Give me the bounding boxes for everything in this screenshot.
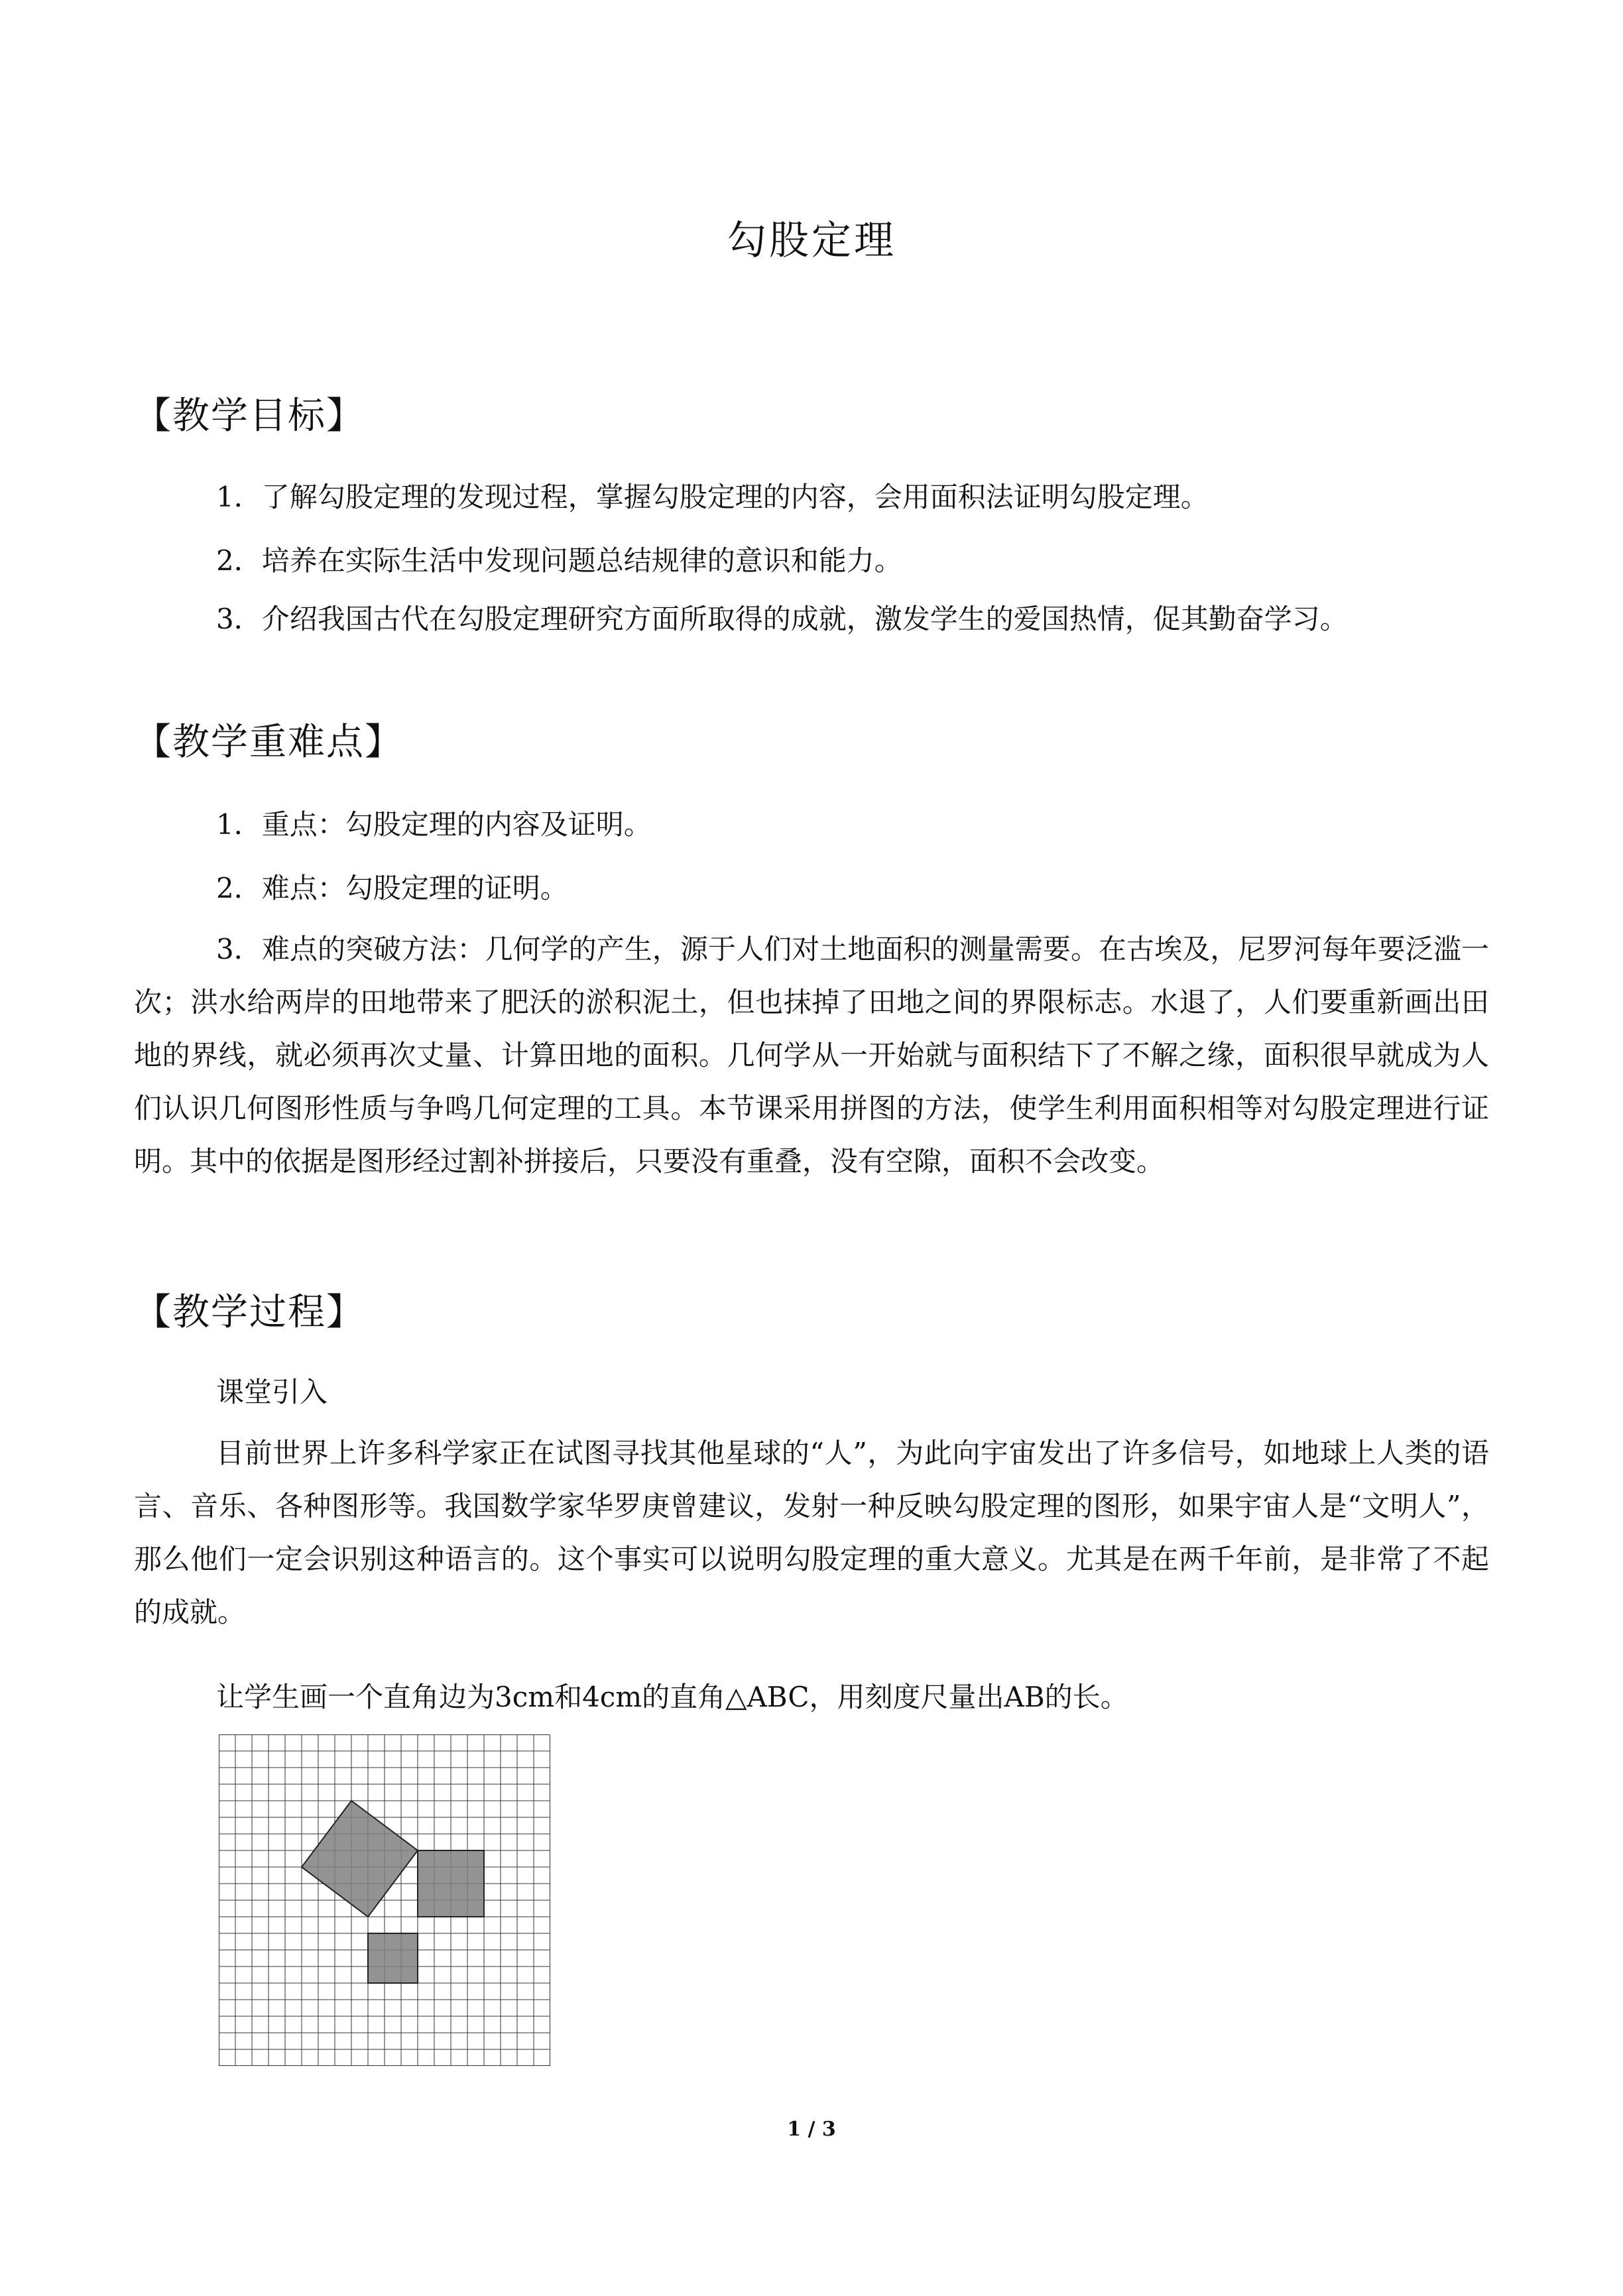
- section-heading-process: 【教学过程】: [134, 1291, 365, 1334]
- page-title: 勾股定理: [727, 217, 896, 264]
- hypotenuse-square: [302, 1801, 418, 1917]
- page-number: 1 / 3: [787, 2118, 836, 2141]
- objective-item-1: 1．了解勾股定理的发现过程，掌握勾股定理的内容，会用面积法证明勾股定理。: [216, 481, 1209, 513]
- section-heading-key-points: 【教学重难点】: [134, 721, 403, 764]
- leg-square-3: [368, 1933, 418, 1983]
- key-point-item-2: 2．难点：勾股定理的证明。: [216, 872, 568, 904]
- grid-lines: [219, 1734, 550, 2066]
- key-point-item-3: 3．难点的突破方法：几何学的产生，源于人们对土地面积的测量需要。在古埃及，尼罗河每年要泛滥一次；洪水给两岸的田地带来了肥沃的淤积泥土，但也抹掉了田地之间的界限标志。水退了，人们要重新画出田地的界线，就必须再次丈量、计算田地的面积。几何学从一开始就与面积结下了不解之缘，面积很早就成为人们认识几何图形性质与争鸣几何定理的工具。本节课采用拼图的方法，使学生利用面积相等对勾股定理进行证明。其中的依据是图形经过割补拼接后，只要没有重叠，没有空隙，面积不会改变。: [134, 933, 1489, 1178]
- objective-item-2: 2．培养在实际生活中发现问题总结规律的意识和能力。: [216, 544, 902, 577]
- leg-square-4: [418, 1850, 484, 1917]
- pythagorean-grid-figure: [219, 1734, 550, 2066]
- key-point-item-1: 1．重点：勾股定理的内容及证明。: [216, 808, 652, 841]
- process-paragraph-1: 目前世界上许多科学家正在试图寻找其他星球的“人”，为此向宇宙发出了许多信号，如地球上人类的语言、音乐、各种图形等。我国数学家华罗庚曾建议，发射一种反映勾股定理的图形，如果宇宙人是“文明人”，那么他们一定会识别这种语言的。这个事实可以说明勾股定理的重大意义。尤其是在两千年前，是非常了不起的成就。: [134, 1437, 1489, 1628]
- objective-item-3: 3．介绍我国古代在勾股定理研究方面所取得的成就，激发学生的爱国热情，促其勤奋学习。: [216, 603, 1348, 635]
- process-subheading: 课堂引入: [216, 1376, 328, 1408]
- process-paragraph-2: 让学生画一个直角边为3cm和4cm的直角△ABC，用刻度尺量出AB的长。: [216, 1681, 1128, 1713]
- section-heading-objectives: 【教学目标】: [134, 394, 365, 438]
